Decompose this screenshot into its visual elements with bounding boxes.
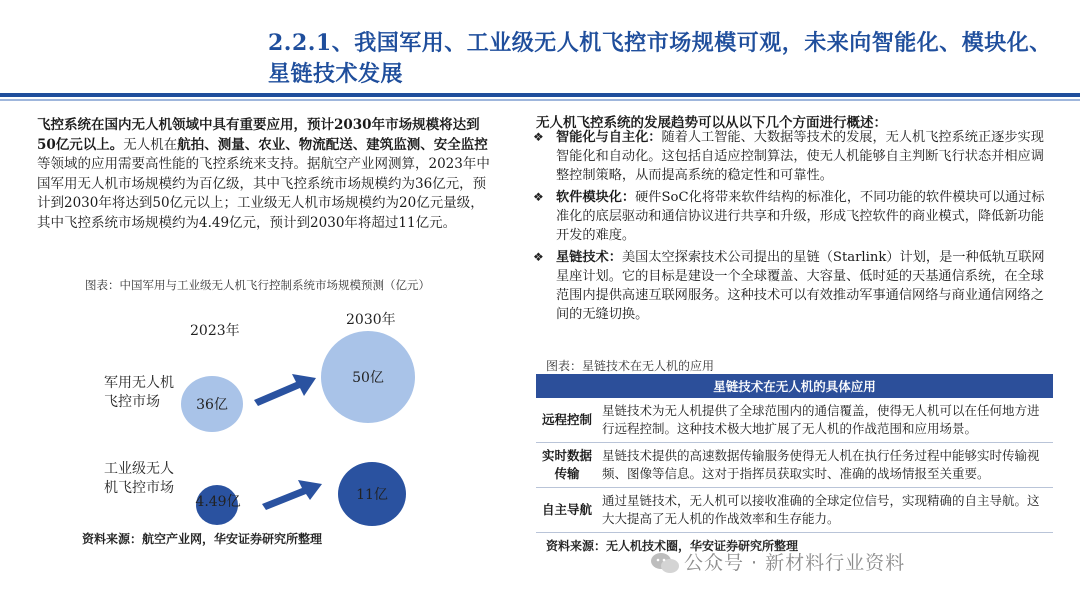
trend-list: [533, 128, 1053, 327]
page-title: 2.2.1、我国军用、工业级无人机飞控市场规模可观，未来向智能化、模块化、星链技术发展: [268, 30, 1052, 87]
diamond-bullet-icon: ❖: [533, 250, 544, 264]
growth-arrow-industrial: [258, 480, 330, 510]
table-row-value: 星链技术提供的高速数据传输服务使得无人机在执行任务过程中能够实时传输视频、图像等信息。这对于指挥员获取实时、准确的战场情报至关重要。: [598, 443, 1053, 488]
diamond-bullet-icon: ❖: [533, 190, 544, 204]
col-label-2023: 2023年: [190, 323, 240, 339]
table-row-value: 通过星链技术，无人机可以接收准确的全球定位信号，实现精确的自主导航。这大大提高了无人机的作战效率和生存能力。: [598, 488, 1053, 533]
bubble-military-2030: [321, 331, 415, 423]
trend-item-starlink: [533, 248, 1053, 324]
table-row-value: 星链技术为无人机提供了全球范围内的通信覆盖，使得无人机可以在任何地方进行远程控制。这种技术极大地扩展了无人机的作战范围和应用场景。: [598, 398, 1053, 443]
trend-item-intelligence: [533, 128, 1053, 185]
title-divider-thin: [0, 99, 1080, 101]
trend-head: 智能化与自主化：: [556, 130, 662, 145]
diamond-bullet-icon: ❖: [533, 130, 544, 144]
table-caption: 图表：星链技术在无人机的应用: [546, 359, 715, 373]
starlink-table: [536, 374, 1053, 533]
summary-text-1: 无人机在: [123, 136, 178, 153]
summary-text-2: 等领域的应用需要高性能的飞控系统来支持。据航空产业网测算，2023年中国军用无人机市场规模约为百亿级，其中飞控系统市场规模约为36亿元，预计到2030年将达到50亿元以上；工业级无人机市场规模约为20亿元量级，其中飞控系统市场规模约为4.49亿元，预计到2030年将超过11亿元。: [37, 156, 490, 231]
table-row: [536, 488, 1053, 533]
trend-item-software: [533, 188, 1053, 245]
trend-intro: 无人机飞控系统的发展趋势可以从以下几个方面进行概述：: [536, 115, 887, 131]
summary-bold: 飞控系统在国内无人机领域中具有重要应用，预计2030年市场规模将达到50亿元以上。: [37, 117, 480, 153]
figure-caption: 图表：中国军用与工业级无人机飞行控制系统市场规模预测（亿元）: [85, 278, 430, 292]
row-label-military: 军用无人机飞控市场: [104, 375, 174, 410]
bubble-military-2023: [181, 376, 243, 432]
table-row-key: 实时数据传输: [536, 443, 598, 488]
table-row: [536, 398, 1053, 443]
bubble-industrial-2030: [338, 462, 406, 526]
summary-keywords: 航拍、测量、农业、物流配送、建筑监测、安全监控: [177, 136, 488, 153]
trend-head: 星链技术：: [556, 250, 622, 265]
left-summary: [37, 116, 497, 233]
bubble-industrial-2030-value: 11亿: [356, 487, 388, 503]
watermark: 公众号 · 新材料行业资料: [684, 552, 906, 574]
trend-head: 软件模块化：: [556, 190, 636, 205]
figure-source: 资料来源：航空产业网，华安证券研究所整理: [82, 532, 323, 546]
trend-text: 硬件SoC化将带来软件结构的标准化，不同功能的软件模块可以通过标准化的底层驱动和通信协议进行共享和升级，形成飞控软件的商业模式，降低新功能开发的难度。: [556, 190, 1045, 243]
title-divider: [0, 93, 1080, 97]
bubble-industrial-2023-value: 4.49亿: [195, 494, 241, 510]
table-source: 资料来源：无人机技术圈，华安证券研究所整理: [546, 539, 799, 553]
bubble-military-2030-value: 50亿: [352, 370, 384, 386]
table-row-key: 远程控制: [536, 398, 598, 443]
table-row: [536, 443, 1053, 488]
trend-text: 随着人工智能、大数据等技术的发展，无人机飞控系统正逐步实现智能化和自动化。这包括自适应控制算法，使无人机能够自主判断飞行状态并相应调整控制策略，从而提高系统的稳定性和可靠性。: [556, 130, 1044, 183]
row-label-industrial: 工业级无人机飞控市场: [104, 461, 174, 496]
bubble-industrial-2023-label: [188, 490, 248, 512]
table-header: 星链技术在无人机的具体应用: [536, 374, 1053, 398]
table-row-key: 自主导航: [536, 488, 598, 533]
bubble-military-2023-value: 36亿: [196, 397, 228, 413]
col-label-2030: 2030年: [346, 312, 396, 328]
wechat-icon: [650, 552, 680, 574]
trend-text: 美国太空探索技术公司提出的星链（Starlink）计划，是一种低轨互联网星座计划。它的目标是建设一个全球覆盖、大容量、低时延的天基通信系统，在全球范围内提供高速互联网服务。这种技术可以有效推动军事通信网络与商业通信网络之间的无缝切换。: [556, 250, 1045, 322]
growth-arrow-military: [250, 370, 322, 406]
